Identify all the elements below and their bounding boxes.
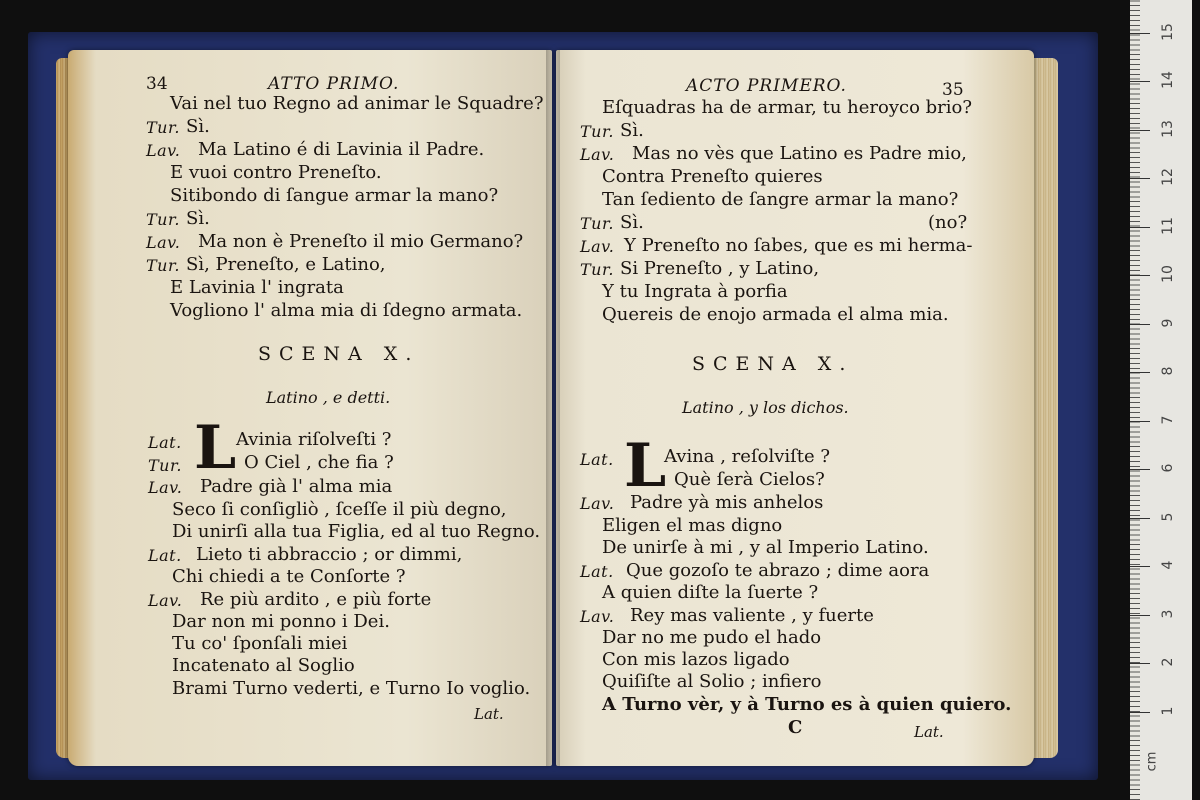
text-line: Sitibondo di ſangue armar la mano? xyxy=(170,185,499,206)
ruler-unit: cm xyxy=(1144,751,1160,772)
text-line: A Turno vèr, y à Turno es à quien quiero. xyxy=(602,694,1012,715)
text-line: Re più ardito , e più forte xyxy=(200,589,432,610)
ruler-major-tick xyxy=(1130,81,1150,82)
text-line: Ma Latino é di Lavinia il Padre. xyxy=(198,139,485,160)
speaker: Lat. xyxy=(148,546,182,565)
speaker: Tur. xyxy=(148,456,182,475)
drop-cap: L xyxy=(194,413,237,483)
speaker: Lav. xyxy=(580,237,615,256)
speaker: Tur. xyxy=(580,214,614,233)
text-line: Avina , reſolviſte ? xyxy=(664,446,831,467)
speaker: Lav. xyxy=(580,607,615,626)
speaker: Lav. xyxy=(580,145,615,164)
speaker: Tur. xyxy=(580,260,614,279)
ruler-major-tick xyxy=(1130,178,1150,179)
text-line: A quien diſte la ſuerte ? xyxy=(602,582,819,603)
speaker: Lav. xyxy=(148,591,183,610)
ruler-major-tick xyxy=(1130,227,1150,228)
text-line: Quiſiſte al Solio ; infiero xyxy=(602,671,822,692)
text-line: Chi chiedi a te Conſorte ? xyxy=(172,566,406,587)
ruler-major-tick xyxy=(1130,615,1150,616)
ruler-major-tick xyxy=(1130,130,1150,131)
running-head: ACTO PRIMERO. xyxy=(686,76,847,96)
turnover: (no? xyxy=(928,212,968,233)
ruler-number: 1 xyxy=(1160,706,1176,715)
page-number: 35 xyxy=(942,80,964,100)
speaker: Lav. xyxy=(580,494,615,513)
speaker: Lat. xyxy=(580,450,614,469)
text-line: Dar no me pudo el hado xyxy=(602,627,822,648)
text-line: Contra Preneſto quieres xyxy=(602,166,823,187)
ruler-number: 2 xyxy=(1160,657,1176,667)
ruler-major-tick xyxy=(1130,518,1150,519)
text-line: Incatenato al Soglio xyxy=(172,655,355,676)
ruler-number: 6 xyxy=(1160,463,1176,473)
text-line: Seco ſi conſigliò , ſceſſe il più degno, xyxy=(172,499,507,520)
ruler-number: 7 xyxy=(1160,415,1176,424)
ruler-number: 3 xyxy=(1160,609,1176,618)
text-line: Padre già l' alma mia xyxy=(200,476,393,497)
text-line: Eſquadras ha de armar, tu heroyco brio? xyxy=(602,97,973,118)
ruler-number: 5 xyxy=(1160,512,1176,521)
text-line: Sì. xyxy=(186,208,210,229)
ruler-number: 4 xyxy=(1160,560,1176,570)
ruler-major-tick xyxy=(1130,663,1150,664)
text-line: Mas no vès que Latino es Padre mio, xyxy=(632,143,967,164)
text-line: Quereis de enojo armada el alma mia. xyxy=(602,304,949,325)
ruler-number: 14 xyxy=(1160,71,1176,89)
signature-mark: C xyxy=(788,717,803,738)
text-line: Que gozoſo te abrazo ; dime aora xyxy=(626,560,930,581)
speaker: Lat. xyxy=(148,433,182,452)
text-line: Vogliono l' alma mia di ſdegno armata. xyxy=(170,300,523,321)
speaker: Tur. xyxy=(146,256,180,275)
text-line: Sì, Preneſto, e Latino, xyxy=(186,254,386,275)
text-line: De unirſe à mi , y al Imperio Latino. xyxy=(602,537,929,558)
ruler-major-tick xyxy=(1130,712,1150,713)
text-line: Rey mas valiente , y fuerte xyxy=(630,605,874,626)
speaker: Tur. xyxy=(146,118,180,137)
text-line: Què ſerà Cielos? xyxy=(674,469,825,490)
speaker: Tur. xyxy=(146,210,180,229)
text-line: Eligen el mas digno xyxy=(602,515,783,536)
text-line: O Ciel , che fia ? xyxy=(244,452,394,473)
ruler-major-tick xyxy=(1130,275,1150,276)
text-line: Vai nel tuo Regno ad animar le Squadre? xyxy=(170,93,544,114)
page-number: 34 xyxy=(146,74,168,94)
speaker: Tur. xyxy=(580,122,614,141)
text-line: E vuoi contro Preneſto. xyxy=(170,162,382,183)
text-line: Sì. xyxy=(620,120,644,141)
scene-subtitle: Latino , e detti. xyxy=(266,388,391,407)
speaker: Lav. xyxy=(146,233,181,252)
speaker: Lat. xyxy=(580,562,614,581)
text-line: Brami Turno vederti, e Turno Io voglio. xyxy=(172,678,531,699)
text-line: Sì. xyxy=(620,212,644,233)
left-page xyxy=(68,50,552,766)
text-line: Con mis lazos ligado xyxy=(602,649,790,670)
ruler-major-tick xyxy=(1130,469,1150,470)
measuring-ruler xyxy=(1130,0,1192,800)
ruler-major-tick xyxy=(1130,33,1150,34)
ruler-number: 15 xyxy=(1160,22,1176,41)
catchword: Lat. xyxy=(474,705,504,723)
catchword: Lat. xyxy=(914,723,944,741)
speaker: Lav. xyxy=(148,478,183,497)
text-line: Dar non mi ponno i Dei. xyxy=(172,611,390,632)
ruler-major-tick xyxy=(1130,566,1150,567)
text-line: Y Preneſto no ſabes, que es mi herma- xyxy=(624,235,973,256)
ruler-major-tick xyxy=(1130,372,1150,373)
ruler-number: 11 xyxy=(1160,216,1176,235)
scene-subtitle: Latino , y los dichos. xyxy=(682,398,849,417)
ruler-number: 12 xyxy=(1160,168,1176,186)
drop-cap: L xyxy=(624,431,667,501)
book-gutter xyxy=(546,50,560,766)
text-line: E Lavinia l' ingrata xyxy=(170,277,344,298)
ruler-number: 8 xyxy=(1160,366,1176,376)
right-page xyxy=(556,50,1034,766)
scene-title: SCENA X. xyxy=(258,343,420,365)
text-line: Padre yà mis anhelos xyxy=(630,492,824,513)
ruler-number: 10 xyxy=(1160,265,1176,283)
text-line: Tu co' ſponſali miei xyxy=(172,633,348,654)
text-line: Sì. xyxy=(186,116,210,137)
text-line: Si Preneſto , y Latino, xyxy=(620,258,820,279)
speaker: Lav. xyxy=(146,141,181,160)
ruler-major-tick xyxy=(1130,421,1150,422)
ruler-number: 9 xyxy=(1160,318,1176,327)
running-head: ATTO PRIMO. xyxy=(268,74,400,94)
text-line: Avinia riſolveſti ? xyxy=(236,429,392,450)
scene-title: SCENA X. xyxy=(692,353,854,375)
text-line: Di unirſi alla tua Figlia, ed al tuo Regno. xyxy=(172,521,541,542)
ruler-number: 13 xyxy=(1160,119,1176,138)
text-line: Lieto ti abbraccio ; or dimmi, xyxy=(196,544,463,565)
text-line: Ma non è Preneſto il mio Germano? xyxy=(198,231,524,252)
text-line: Y tu Ingrata à porfia xyxy=(602,281,788,302)
text-line: Tan ſediento de ſangre armar la mano? xyxy=(602,189,959,210)
ruler-major-tick xyxy=(1130,324,1150,325)
